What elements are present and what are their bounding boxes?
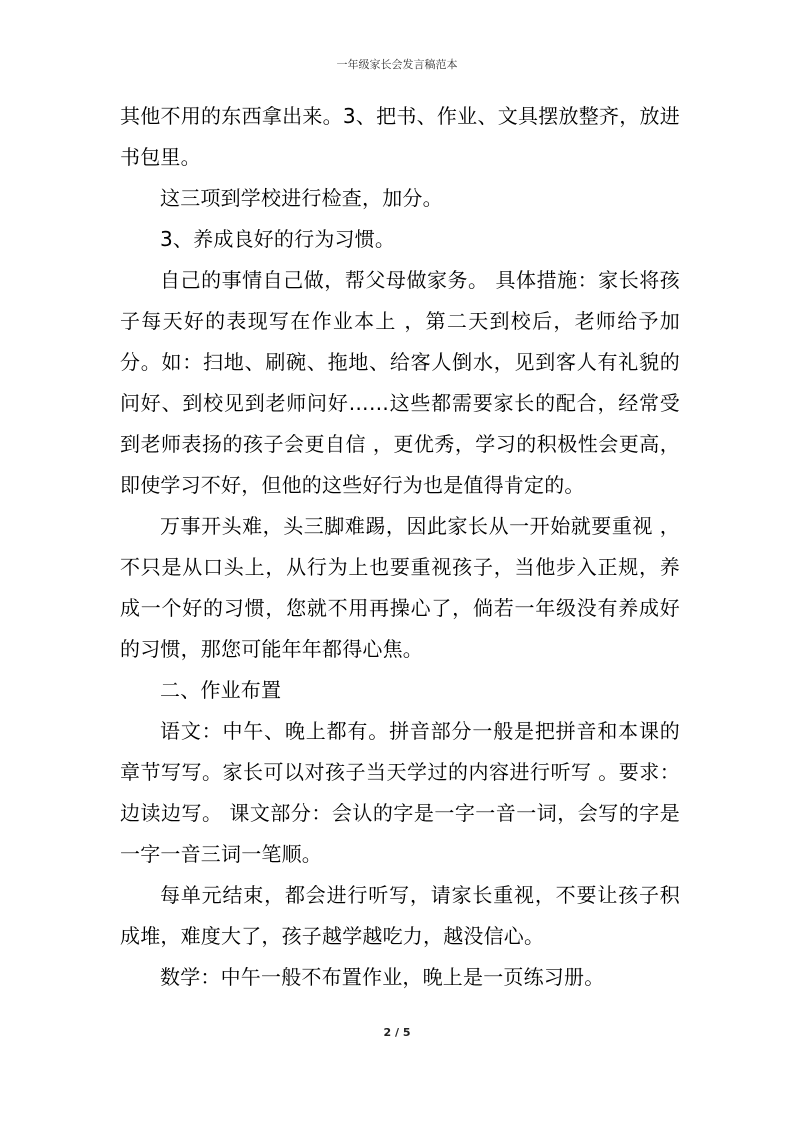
paragraph: 其他不用的东西拿出来。3、把书、作业、文具摆放整齐，放进书包里。 xyxy=(120,104,680,169)
page-header: 一年级家长会发言稿范本 xyxy=(336,58,458,71)
paragraph: 这三项到学校进行检查，加分。 xyxy=(160,186,443,210)
paragraph: 自己的事情自己做，帮父母做家务。 具体措施：家长将孩子每天好的表现写在作业本上 ，第二天到校后，老师给予加分。如：扫地、刷碗、拖地、给客人倒水，见到客人有礼貌的问好、到校见到老师问好……这些都需要家长的配合，经常受到老师表扬的孩子会更自信 ，更优秀，学习的积极性会更高，即使学习不好，但他的这些好行为也是值得肯定的。 xyxy=(120,268,680,497)
section-heading: 3、养成良好的行为习惯。 xyxy=(160,227,396,251)
page-number: 2 / 5 xyxy=(383,1026,411,1039)
document-body xyxy=(120,96,680,998)
paragraph: 语文：中午、晚上都有。拼音部分一般是把拼音和本课的章节写写。家长可以对孩子当天学过的内容进行听写 。要求：边读边写。 课文部分：会认的字是一字一音一词，会写的字是一字一音三词一笔顺。 xyxy=(120,719,680,866)
paragraph: 万事开头难，头三脚难踢，因此家长从一开始就要重视 ，不只是从口头上，从行为上也要重视孩子，当他步入正规，养成一个好的习惯，您就不用再操心了，倘若一年级没有养成好的习惯，那您可能年年都得心焦。 xyxy=(120,514,680,661)
section-heading: 二、作业布置 xyxy=(160,678,282,702)
paragraph: 每单元结束，都会进行听写，请家长重视，不要让孩子积成堆，难度大了，孩子越学越吃力，越没信心。 xyxy=(120,883,680,948)
paragraph: 数学：中午一般不布置作业，晚上是一页练习册。 xyxy=(160,965,605,989)
